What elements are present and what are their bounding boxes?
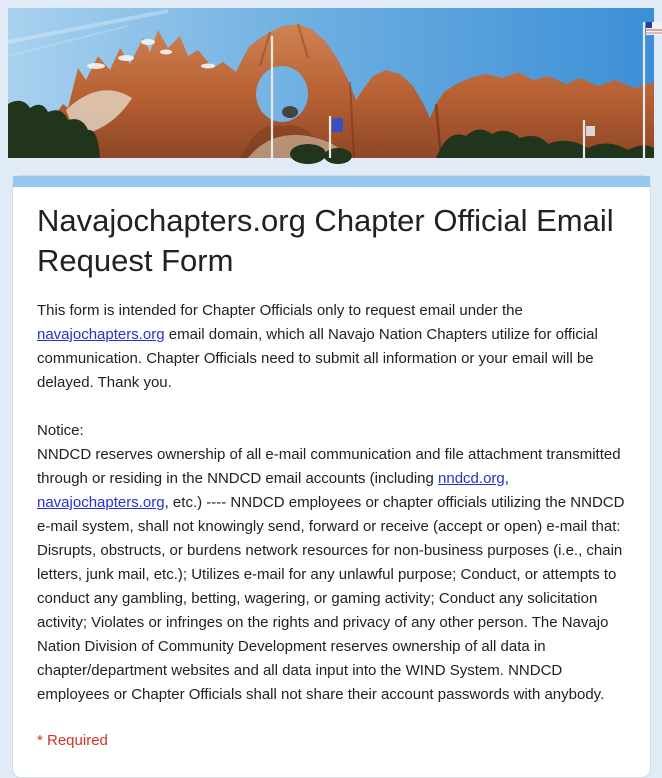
form-description (37, 299, 635, 707)
blue-flag (332, 118, 343, 132)
us-flag (646, 22, 662, 35)
card-accent-bar (13, 176, 650, 187)
form-title: Navajochapters.org Chapter Official Email Request Form (37, 203, 614, 278)
white-flag (586, 126, 595, 136)
description-text: email domain, which all Navajo Nation Chapters utilize for official communication. Chapter Officials need to submit all information or your email will be delayed. Thank you. (37, 326, 598, 391)
nndcd-link[interactable]: nndcd.org (438, 470, 505, 487)
navajochapters-link-2[interactable]: navajochapters.org (37, 494, 165, 511)
navajochapters-link[interactable]: navajochapters.org (37, 326, 165, 343)
window-rock-illustration (8, 8, 654, 158)
form-title-card (12, 175, 651, 778)
notice-label: Notice: (37, 422, 84, 439)
notice-text-separator: , (504, 470, 509, 487)
description-text: This form is intended for Chapter Officials only to request email under the (37, 302, 523, 319)
card-body (13, 187, 650, 777)
required-note: * Required (37, 732, 108, 749)
notice-text: , etc.) ---- NNDCD employees or chapter officials utilizing the NNDCD e-mail system, shall not knowingly send, forward or receive (accept or open) e-mail that: Disrupts, obstructs, or burdens network resources for non-business purposes (i.e., chain letters, junk mail, etc.); Utilizes e-mail for any unlawful purpose; Conduct, or attempts to conduct any gambling, betting, wagering, or gaming activity; Conduct any solicitation activity; Violates or infringes on the rights and privacy of any other person. The Navajo Nation Division of Community Development reserves ownership of all data in chapter/department websites and all data input into the WIND System. NNDCD employees or Chapter Officials shall not share their account passwords with anybody. (37, 494, 625, 703)
form-header-image (8, 8, 654, 158)
notice-text: NNDCD reserves ownership of all e-mail communication and file attachment transmitted through or residing in the NNDCD email accounts (including (37, 446, 621, 487)
